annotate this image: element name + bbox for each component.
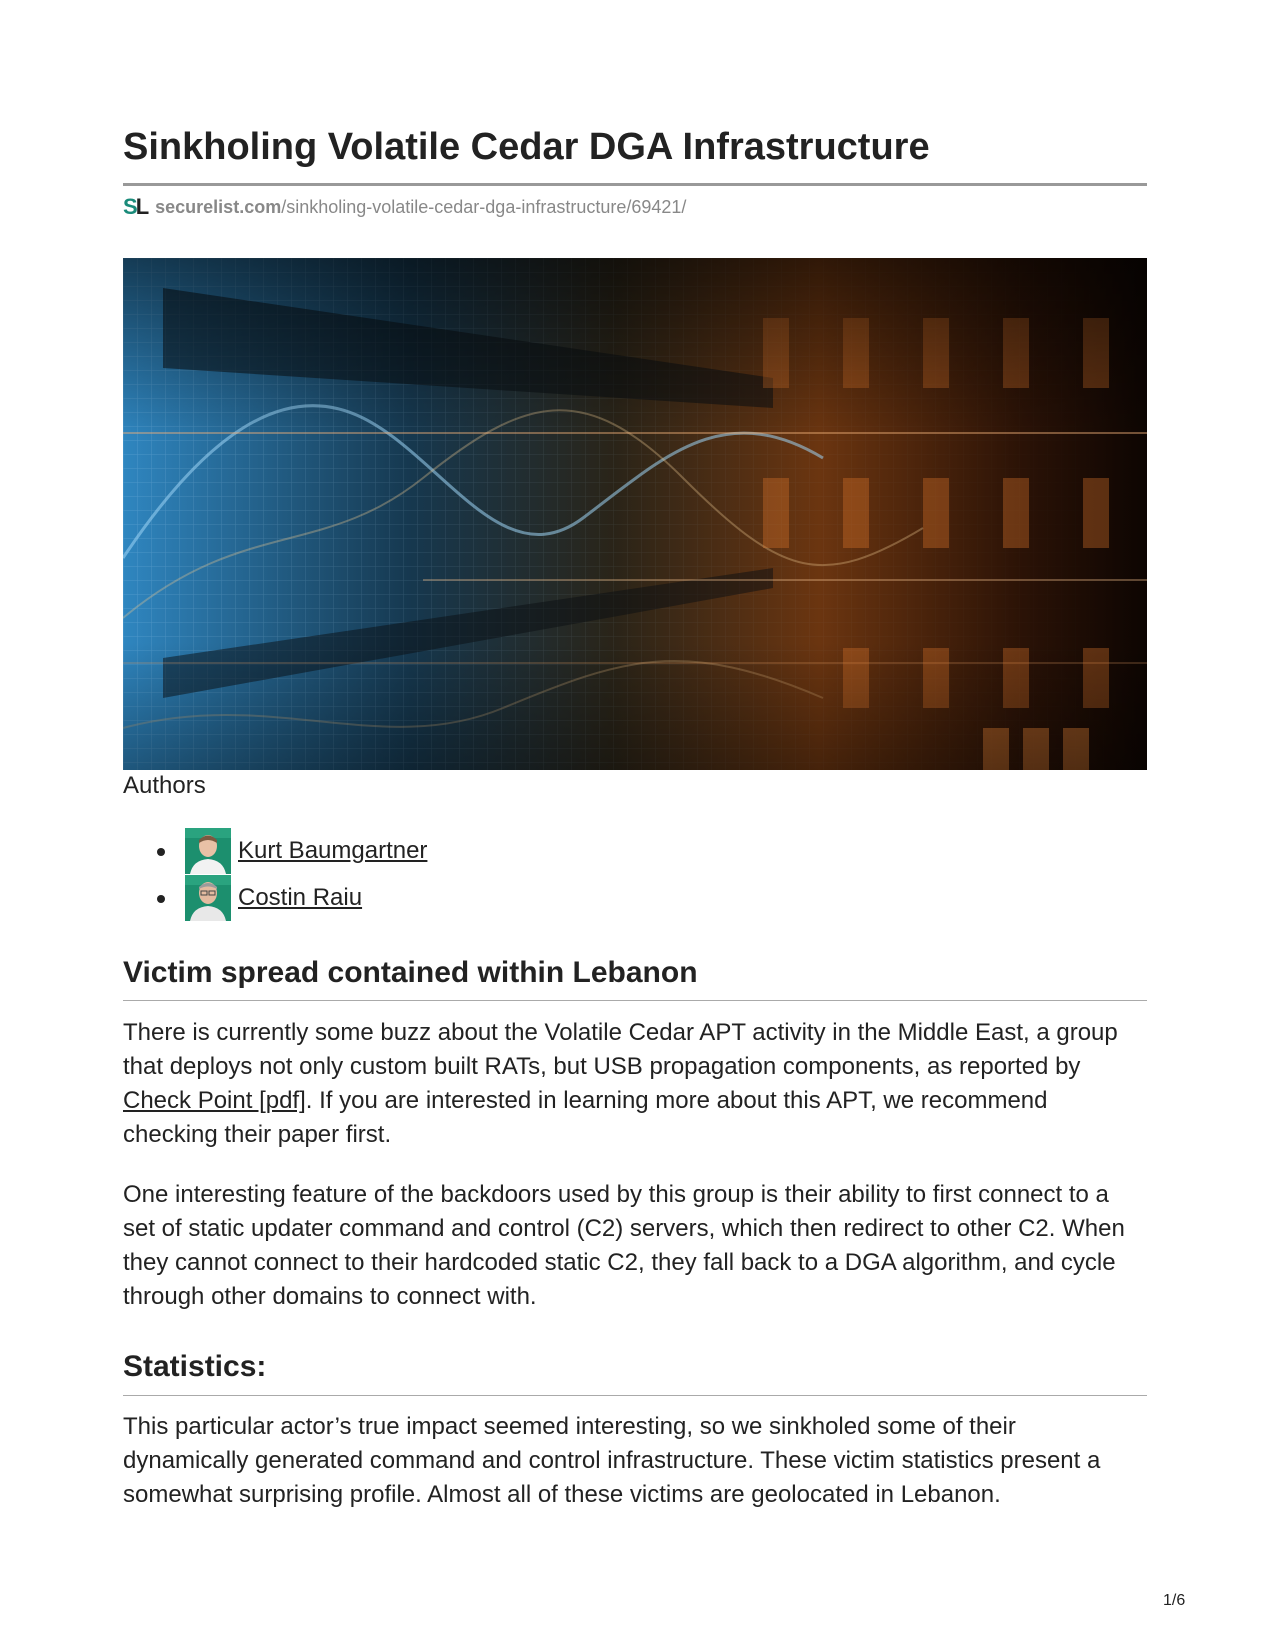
section-heading: Statistics:: [123, 1350, 267, 1383]
source-path[interactable]: /sinkholing-volatile-cedar-dga-infrastructure/69421/: [281, 196, 687, 217]
section-divider: [123, 1000, 1147, 1001]
source-domain[interactable]: securelist.com: [155, 196, 282, 217]
avatar[interactable]: [185, 828, 231, 874]
hero-image: [123, 258, 1147, 770]
avatar[interactable]: [185, 875, 231, 921]
paragraph: One interesting feature of the backdoors used by this group is their ability to first connect to a set of static updater command and control (C2) servers, which then redirect to other C2. When they cannot connect to their hardcoded static C2, they fall back to a DGA algorithm, and cycle through other domains to connect with.: [123, 1181, 1125, 1310]
page-title: Sinkholing Volatile Cedar DGA Infrastructure: [123, 126, 930, 168]
author-link[interactable]: Kurt Baumgartner: [238, 837, 428, 864]
section-divider: [123, 1395, 1147, 1396]
title-divider: [123, 183, 1147, 186]
paragraph: There is currently some buzz about the Volatile Cedar APT activity in the Middle East, a group that deploys not only custom built RATs, but USB propagation components, as reported by Check Point [pdf]. If you are interested in learning more about this APT, we recommend checking their paper first.: [123, 1019, 1118, 1148]
source-line: [123, 194, 686, 220]
bullet: [157, 848, 165, 856]
page-number: 1/6: [1163, 1592, 1186, 1609]
check-point-link[interactable]: Check Point [pdf]: [123, 1087, 306, 1114]
authors-label: Authors: [123, 772, 206, 799]
bullet: [157, 895, 165, 903]
securelist-logo-icon: SL: [123, 194, 148, 219]
paragraph: This particular actor’s true impact seemed interesting, so we sinkholed some of their dynamically generated command and control infrastructure. These victim statistics present a somewhat surprising profile. Almost all of these victims are geolocated in Lebanon.: [123, 1413, 1101, 1508]
author-link[interactable]: Costin Raiu: [238, 884, 363, 911]
section-heading: Victim spread contained within Lebanon: [123, 956, 698, 989]
